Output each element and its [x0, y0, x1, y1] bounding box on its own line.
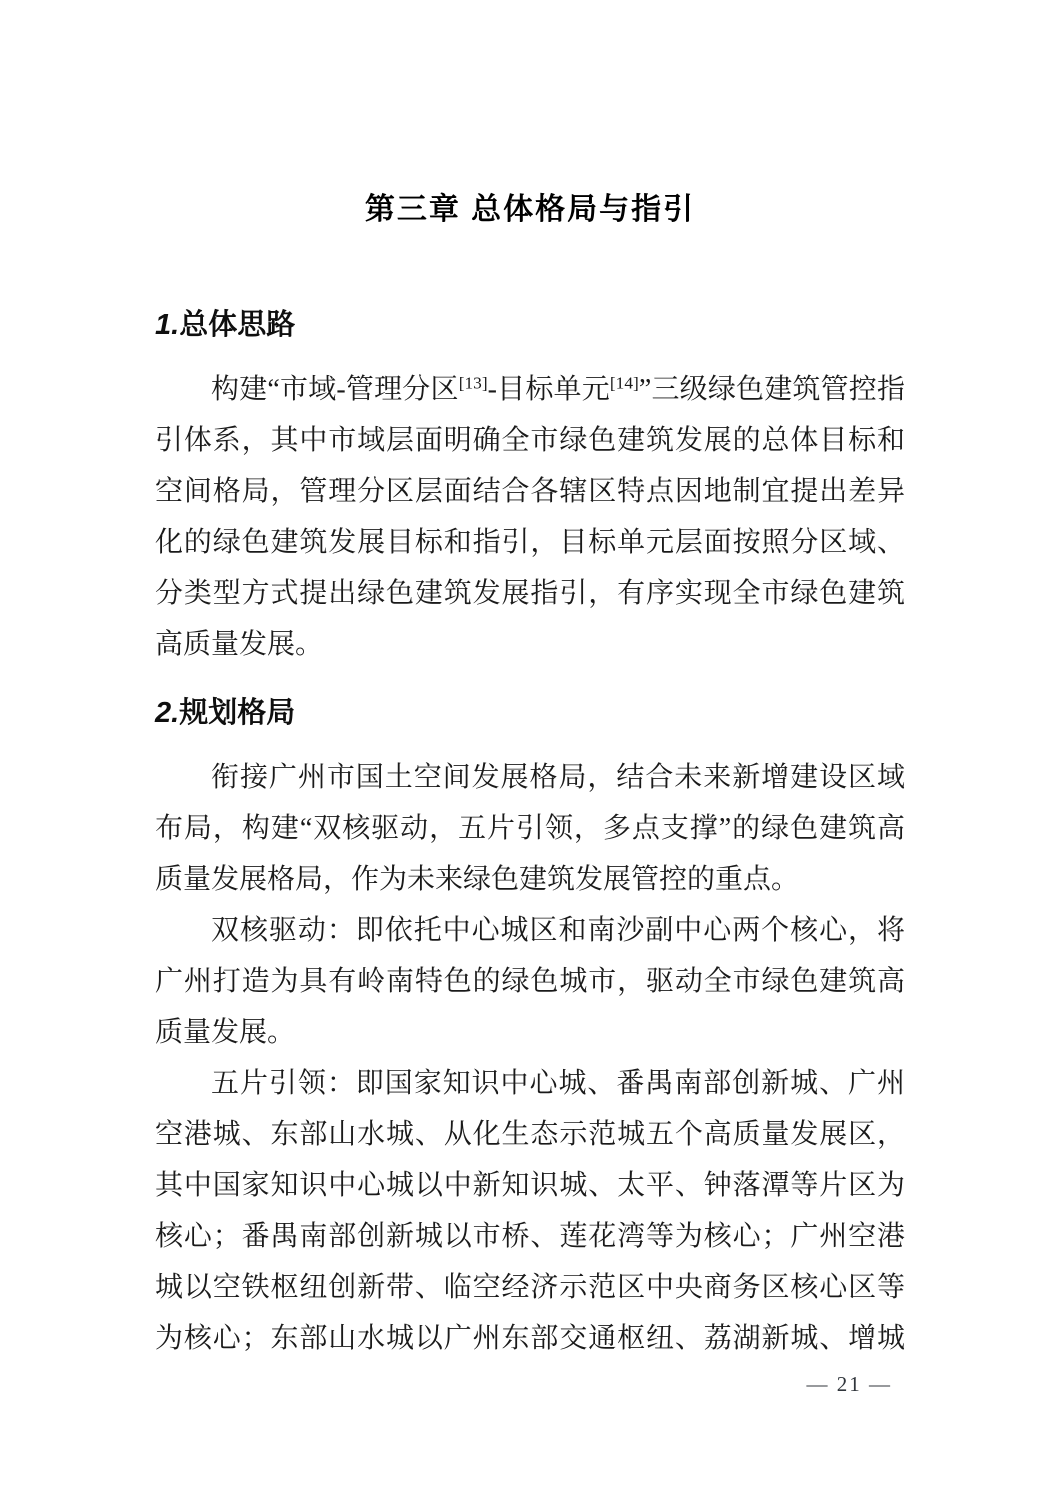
- chapter-title: 第三章 总体格局与指引: [364, 193, 696, 226]
- body-paragraph: 衔接广州市国土空间发展格局，结合未来新增建设区域布局，构建“双核驱动，五片引领，多点支撑”的绿色建筑高质量发展格局，作为未来绿色建筑发展管控的重点。: [155, 762, 905, 895]
- footnote-reference: [14]: [609, 373, 639, 393]
- section-heading: [155, 696, 905, 730]
- section-2: [155, 696, 905, 1364]
- section-heading-label: 规划格局: [179, 697, 296, 729]
- body-paragraph: 双核驱动：即依托中心城区和南沙副中心两个核心，将广州打造为具有岭南特色的绿色城市，驱动全市绿色建筑高质量发展。: [155, 915, 905, 1048]
- body-paragraph: 构建“市域-管理分区[13]-目标单元[14]”三级绿色建筑管控指引体系，其中市域层面明确全市绿色建筑发展的总体目标和空间格局，管理分区层面结合各辖区特点因地制宜提出差异化的绿色建筑发展目标和指引，目标单元层面按照分区域、分类型方式提出绿色建筑发展指引，有序实现全市绿色建筑高质量发展。: [155, 373, 905, 660]
- page-footer: [807, 1372, 893, 1397]
- body-paragraph: 五片引领：即国家知识中心城、番禺南部创新城、广州空港城、东部山水城、从化生态示范城五个高质量发展区，其中国家知识中心城以中新知识城、太平、钟落潭等片区为核心；番禺南部创新城以市桥、莲花湾等为核心；广州空港城以空铁枢纽创新带、临空经济示范区中央商务区核心区等为核心；东部山水城以广州东部交通枢纽、荔湖新城、增城: [155, 1068, 905, 1354]
- section-1: [155, 308, 905, 670]
- section-heading: [155, 308, 905, 342]
- page-number: — 21 —: [806, 1372, 892, 1396]
- section-heading-number: 2.: [155, 697, 180, 729]
- section-heading-number: 1.: [155, 309, 180, 341]
- document-sections: [155, 308, 905, 1364]
- footnote-reference: [13]: [458, 373, 488, 393]
- section-heading-label: 总体思路: [179, 309, 296, 341]
